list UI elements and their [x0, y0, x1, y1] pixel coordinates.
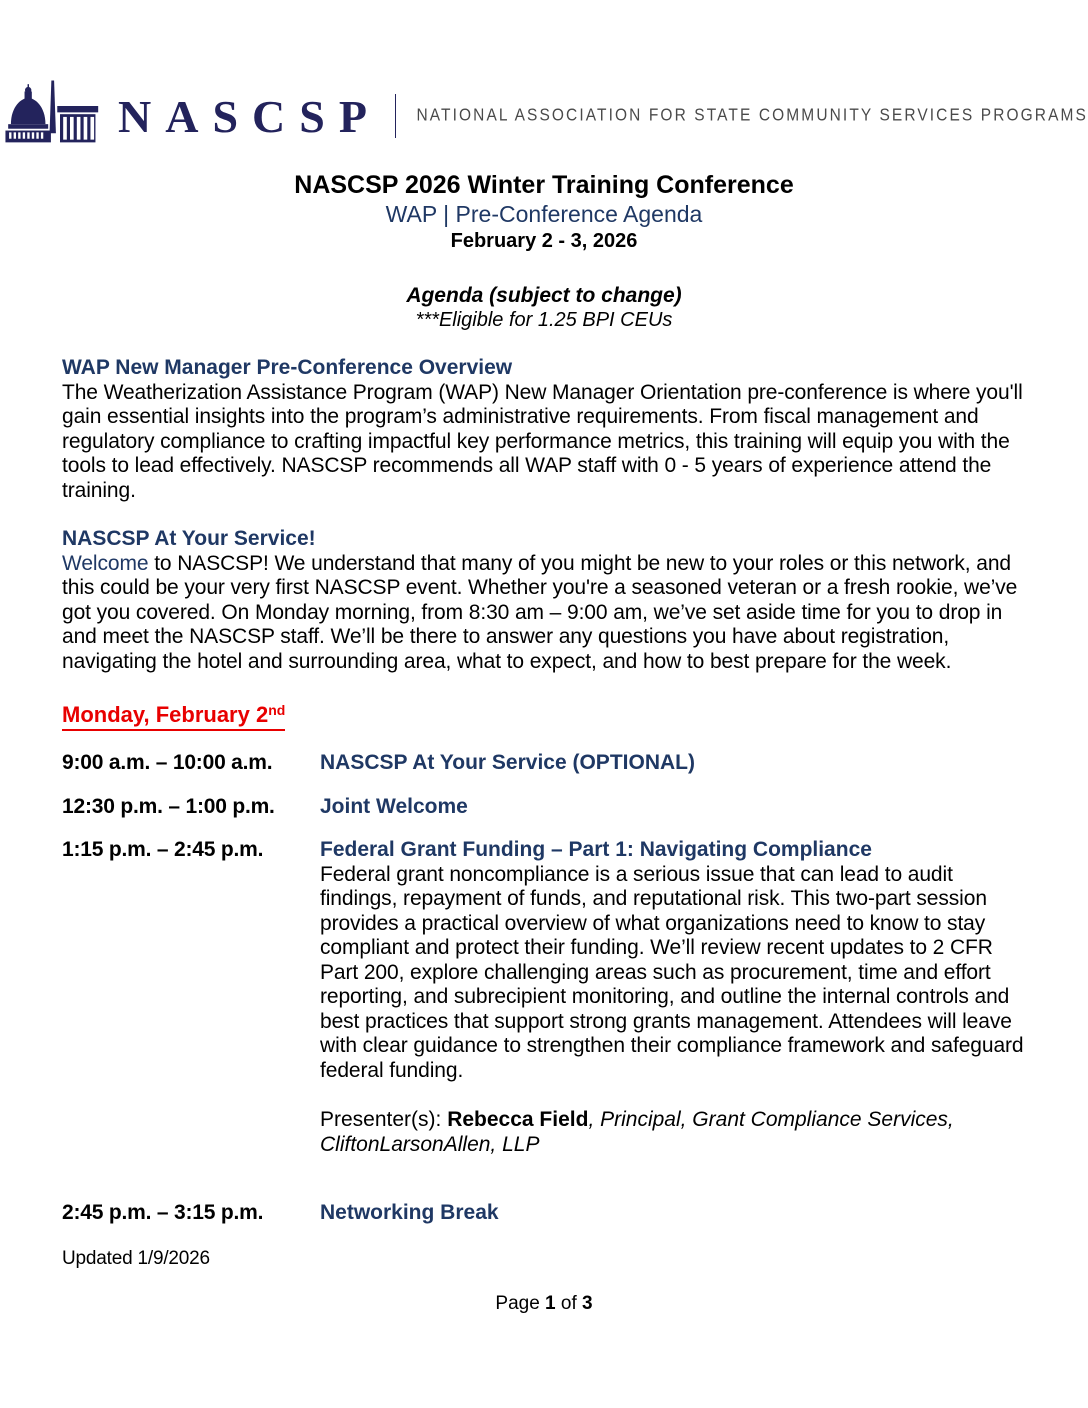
ordinal-superscript: nd [268, 702, 286, 718]
section-heading: NASCSP At Your Service! [62, 527, 316, 550]
document-body [0, 356, 1088, 1226]
presenter-name: Rebecca Field [447, 1108, 589, 1131]
session-title: Joint Welcome [320, 794, 468, 818]
schedule-row [62, 795, 1026, 820]
schedule [62, 751, 1026, 1226]
document-title: NASCSP 2026 Winter Training Conference [294, 171, 794, 199]
page-of: of [555, 1293, 583, 1314]
session-time: 2:45 p.m. – 3:15 p.m. [62, 1201, 264, 1224]
ceu-eligibility-note: ***Eligible for 1.25 BPI CEUs [415, 309, 673, 331]
logo [0, 0, 1088, 154]
session-time: 1:15 p.m. – 2:45 p.m. [62, 838, 264, 861]
agenda-note: Agenda (subject to change) [406, 284, 682, 307]
section-at-your-service [62, 527, 1026, 674]
lead-word: Welcome [62, 551, 149, 575]
session-title: Federal Grant Funding – Part 1: Navigating Compliance [320, 838, 872, 861]
document-subtitle: WAP | Pre-Conference Agenda [385, 201, 703, 227]
conference-dates: February 2 - 3, 2026 [450, 230, 638, 252]
title-block [0, 170, 1088, 332]
page-total: 3 [582, 1293, 593, 1314]
schedule-row [62, 1201, 1026, 1226]
paragraph-text: to NASCSP! We understand that many of you might be new to your roles or this network, and this could be your very first NASCSP event. Whether you're a seasoned veteran or a fresh rookie, we’ve got you covered. On Monday morning, from 8:30 am – 9:00 am, we’ve set aside time for you to drop in and meet the NASCSP staff. We’ll be there to answer any questions you have about registration, navigating the hotel and surrounding area, what to expect, and how to best prepare for the week. [62, 551, 1018, 673]
day-heading-text: Monday, February 2nd [62, 697, 285, 731]
schedule-row [62, 751, 1026, 776]
session-title: NASCSP At Your Service (OPTIONAL) [320, 751, 695, 774]
session-presenter [320, 1108, 1026, 1157]
logo-tagline: NATIONAL ASSOCIATION FOR STATE COMMUNITY SERVICES PROGRAMS [416, 105, 1088, 126]
page-number [0, 1293, 1088, 1315]
logo-divider [395, 94, 397, 138]
session-description: Federal grant noncompliance is a serious issue that can lead to audit findings, repayment of funds, and reputational risk. This two-part session provides a practical overview of what organizations need to know to stay compliant and protect their funding. We’ll review recent updates to 2 CFR Part 200, explore challenging areas such as procurement, time and effort reporting, and subrecipient monitoring, and outline the internal controls and best practices that support strong grants management. Attendees will leave with clear guidance to strengthen their compliance framework and safeguard federal funding. [320, 862, 1024, 1082]
section-paragraph [62, 552, 1026, 675]
updated-date: Updated 1/9/2026 [62, 1248, 210, 1269]
session-time: 9:00 a.m. – 10:00 a.m. [62, 751, 273, 774]
page-prefix: Page [495, 1293, 546, 1314]
section-paragraph: The Weatherization Assistance Program (WAP) New Manager Orientation pre-conference is where you'll gain essential insights into the program’s administrative requirements. From fiscal management and regulatory compliance to crafting impactful key performance metrics, this training will equip you with the tools to lead effectively. NASCSP recommends all WAP staff with 0 - 5 years of experience attend the training. [62, 380, 1023, 502]
presenter-label: Presenter(s): [320, 1108, 448, 1131]
day-heading-monday [62, 697, 1026, 731]
section-wap-overview [62, 356, 1026, 503]
page-current: 1 [545, 1293, 556, 1314]
session-title: Networking Break [320, 1201, 499, 1224]
logo-acronym: NASCSP [118, 90, 381, 142]
schedule-row [62, 838, 1026, 1157]
capitol-skyline-icon [0, 78, 100, 154]
section-heading: WAP New Manager Pre-Conference Overview [62, 356, 513, 379]
presenter-role: , Principal, Grant Compliance Services, CliftonLarsonAllen, LLP [320, 1108, 954, 1156]
session-time: 12:30 p.m. – 1:00 p.m. [62, 794, 275, 818]
